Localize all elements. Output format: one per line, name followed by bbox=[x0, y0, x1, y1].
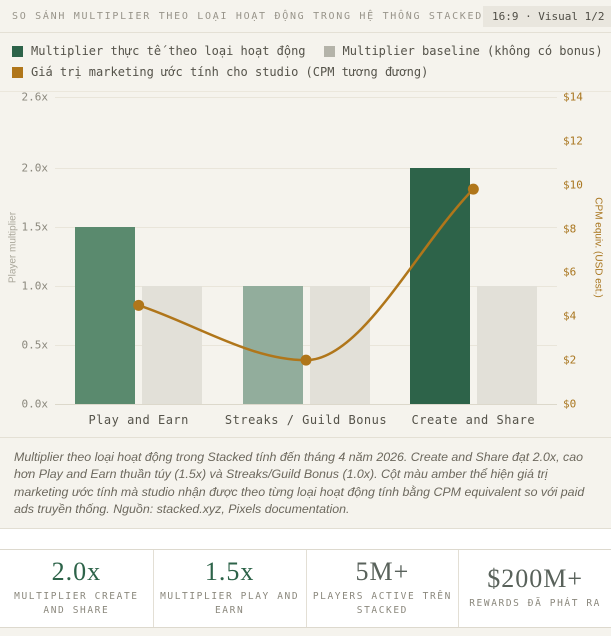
x-axis-label: Play and Earn bbox=[88, 413, 189, 427]
y-axis-tick-label: 1.5x bbox=[21, 220, 48, 234]
y-axis-tick-label: 0.0x bbox=[21, 397, 48, 411]
legend-label: Giá trị marketing ước tính cho studio (CPM tương đương) bbox=[31, 65, 429, 79]
y2-axis-tick-label: $14 bbox=[563, 90, 583, 104]
y2-axis-tick-label: $4 bbox=[563, 309, 577, 323]
y2-axis-tick-label: $10 bbox=[563, 178, 583, 192]
stat-value: 1.5x bbox=[204, 556, 255, 586]
y-axis-tick-label: 0.5x bbox=[21, 338, 48, 352]
caption-text: Multiplier theo loại hoạt động trong Stacked tính đến tháng 4 năm 2026. Create and Share đạt 2.0x, cao hơn Play and Earn thuần túy (1.5x) và Streaks/Guild Bonus (1.0x). Cột màu amber thể hiện giá trị marketing ước tính mà studio nhận được theo từng loại hoạt động tính bằng CPM equivalent so với paid ads truyền thống. Nguồn: stacked.xyz, Pixels documentation. bbox=[14, 450, 585, 517]
x-axis-label: Streaks / Guild Bonus bbox=[224, 413, 388, 427]
bar-actual-multiplier bbox=[410, 168, 470, 404]
chart-area bbox=[0, 92, 611, 438]
legend-row bbox=[12, 41, 603, 61]
stat-card bbox=[153, 550, 306, 627]
bar-actual-multiplier bbox=[243, 286, 303, 404]
stat-card bbox=[306, 550, 459, 627]
aspect-visual-badge[interactable]: 16:9 · Visual 1/2 bbox=[483, 6, 611, 27]
stat-label: REWARDS ĐÃ PHÁT RA bbox=[469, 598, 601, 610]
y2-axis-tick-label: $6 bbox=[563, 265, 577, 279]
bottom-strip bbox=[0, 628, 611, 636]
stat-value: 5M+ bbox=[355, 556, 410, 586]
stat-card bbox=[458, 550, 611, 627]
y-axis-tick-label: 2.6x bbox=[21, 90, 48, 104]
legend-row bbox=[12, 62, 599, 82]
y-axis-tick-label: 1.0x bbox=[21, 279, 48, 293]
bar-actual-multiplier bbox=[75, 227, 135, 404]
legend-item bbox=[324, 44, 603, 58]
gridline bbox=[55, 168, 557, 169]
legend-label: Multiplier thực tế theo loại hoạt động bbox=[31, 44, 306, 58]
stat-label: PLAYERS ACTIVE TRÊN STACKED bbox=[312, 590, 452, 617]
gridline bbox=[55, 97, 557, 98]
y2-axis-tick-label: $0 bbox=[563, 397, 577, 411]
legend-swatch-icon bbox=[12, 46, 23, 57]
bar-baseline-multiplier bbox=[477, 286, 537, 404]
gridline bbox=[55, 404, 557, 405]
header-bar bbox=[0, 0, 611, 33]
stat-label: MULTIPLIER PLAY AND EARN bbox=[160, 590, 300, 617]
y2-axis-title: CPM equiv. (USD est.) bbox=[592, 197, 604, 298]
stat-value: $200M+ bbox=[487, 564, 584, 594]
legend-swatch-icon bbox=[324, 46, 335, 57]
y-axis-tick-label: 2.0x bbox=[21, 161, 48, 175]
stat-value: 2.0x bbox=[51, 556, 102, 586]
stats-row bbox=[0, 549, 611, 628]
y2-axis-tick-label: $8 bbox=[563, 222, 577, 236]
y2-axis-tick-label: $12 bbox=[563, 134, 583, 148]
legend-item bbox=[12, 44, 306, 58]
stat-label: MULTIPLIER CREATE AND SHARE bbox=[14, 590, 139, 617]
legend-label: Multiplier baseline (không có bonus) bbox=[342, 44, 603, 58]
y-axis-title: Player multiplier bbox=[7, 211, 19, 284]
legend-swatch-icon bbox=[12, 67, 23, 78]
legend-item bbox=[12, 65, 428, 79]
bar-baseline-multiplier bbox=[142, 286, 202, 404]
y2-axis-tick-label: $2 bbox=[563, 353, 577, 367]
bar-baseline-multiplier bbox=[310, 286, 370, 404]
legend bbox=[0, 33, 611, 92]
page-title: SO SÁNH MULTIPLIER THEO LOẠI HOẠT ĐỘNG TRONG HỆ THỐNG STACKED bbox=[12, 10, 483, 22]
stat-card bbox=[0, 550, 153, 627]
x-axis-label: Create and Share bbox=[411, 413, 536, 427]
